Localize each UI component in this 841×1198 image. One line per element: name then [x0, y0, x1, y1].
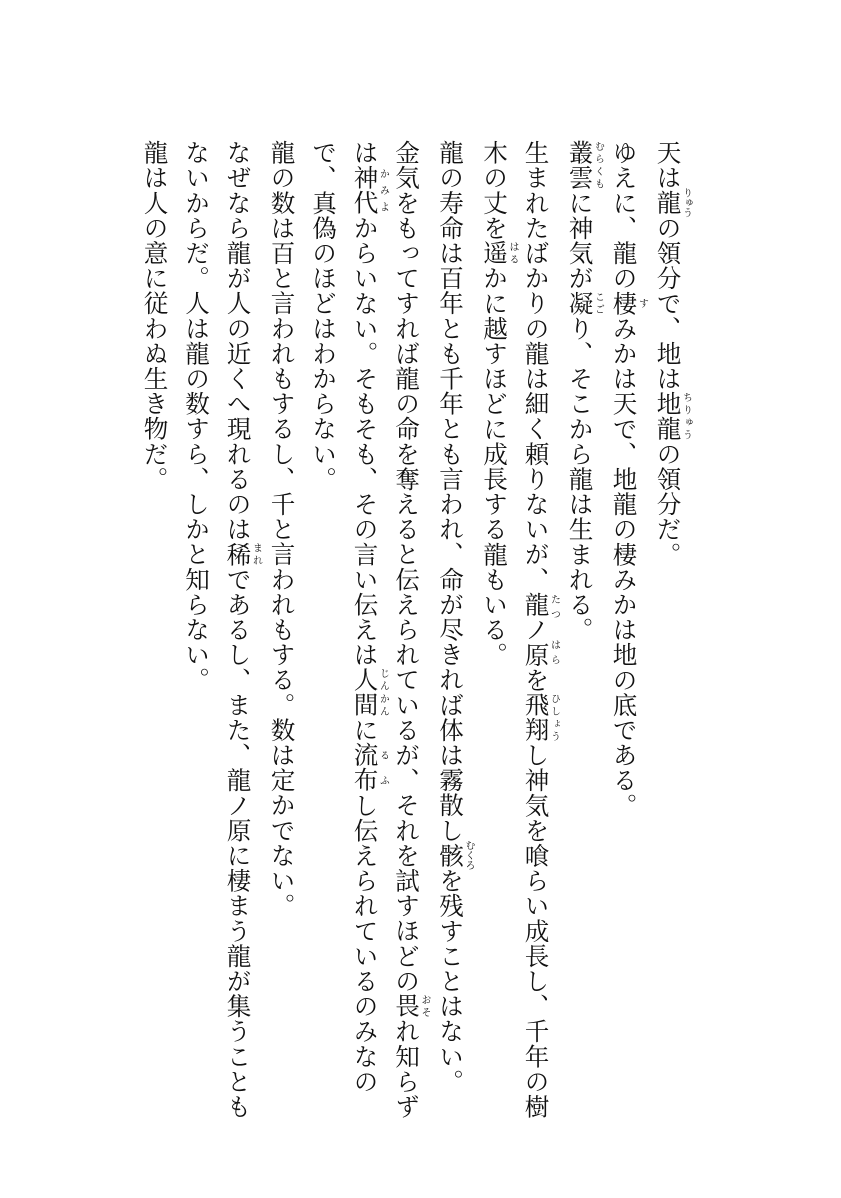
ruby-reading: たつ はら	[548, 591, 560, 668]
text-run: に神気が	[565, 190, 595, 291]
ruby-reading: ちりゅう	[680, 391, 692, 442]
ruby-word	[521, 692, 560, 743]
ruby-word	[392, 993, 430, 1019]
ruby-base: 棲	[609, 290, 639, 316]
text-run: であるし、また、龍ノ原に棲まう龍が集うこともないからだ。人は龍の数すら、しかと知らない。	[182, 140, 253, 1119]
text-run: ゆえに、龍の	[609, 140, 639, 291]
ruby-reading: りゅう	[680, 187, 692, 218]
ruby-base: 龍ノ原	[521, 591, 551, 668]
ruby-word	[565, 290, 604, 316]
ruby-base: 龍	[653, 187, 683, 218]
ruby-reading: こご	[592, 290, 604, 316]
ruby-base: 地龍	[653, 391, 683, 442]
ruby-base: 畏	[392, 993, 421, 1019]
ruby-word	[223, 541, 262, 567]
ruby-base: 流布	[350, 742, 380, 793]
ruby-word	[350, 165, 389, 216]
ruby-word	[480, 240, 518, 266]
ruby-reading: るふ	[377, 742, 389, 793]
text-run: に	[350, 717, 380, 743]
text-run: なぜなら龍が人の近くへ現れるのは	[223, 140, 253, 542]
paragraph	[647, 140, 691, 1120]
text-run: の領分だ。	[653, 441, 683, 567]
text-run: 龍は人の意に従わぬ生き物だ。	[140, 140, 170, 492]
text-run: かに越すほどに成長する龍もいる。	[480, 265, 509, 668]
text-run: 生まれたばかりの龍は細く頼りないが、	[521, 140, 551, 592]
ruby-reading: じんかん	[377, 667, 389, 718]
ruby-reading: す	[636, 290, 648, 316]
ruby-base: 神代	[350, 165, 380, 216]
ruby-word	[565, 140, 604, 191]
text-run: 金気をもってすれば龍の命を奪えると伝えられているが、それを試すほどの	[392, 140, 421, 994]
text-run: の領分で、地は	[653, 215, 683, 392]
text-run: 龍の寿命は百年とも千年とも言われ、命が尽きれば体は霧散し	[436, 140, 465, 843]
paragraph	[474, 140, 560, 1120]
text-run: みかは天で、地龍の棲みかは地の底である。	[609, 315, 639, 818]
vertical-text-body	[134, 140, 691, 1120]
ruby-reading: むらくも	[592, 140, 604, 191]
text-run: を残すことはない。	[436, 867, 465, 1094]
ruby-word	[609, 290, 648, 316]
ruby-base: 人間	[350, 667, 380, 718]
text-run: 龍の数は百と言われもするし、千と言われもする。数は定かでない。	[267, 140, 297, 919]
ruby-reading: ひしょう	[548, 692, 560, 743]
paragraph	[261, 140, 303, 1120]
text-run: れ知らずは	[350, 140, 421, 1119]
ruby-word	[653, 187, 692, 218]
paragraph	[176, 140, 262, 1120]
paragraph	[134, 140, 176, 1120]
ruby-reading: はる	[507, 240, 518, 266]
ruby-reading: おそ	[419, 993, 430, 1019]
text-run: し伝えられているのみなので、真偽のほどはわからない。	[309, 140, 380, 1094]
text-run: し神気を喰らい成長し、千年の樹木の丈を	[480, 140, 551, 1119]
text-run: 天は	[653, 140, 683, 191]
ruby-base: 遥	[480, 240, 509, 266]
text-run: を	[521, 667, 551, 693]
ruby-base: 飛翔	[521, 692, 551, 743]
ruby-word	[350, 742, 389, 793]
ruby-reading: かみよ	[377, 165, 389, 216]
ruby-word	[521, 591, 560, 668]
ruby-base: 骸	[436, 840, 465, 871]
ruby-base: 凝	[565, 290, 595, 316]
paragraph	[603, 140, 647, 1120]
paragraph	[430, 140, 474, 1120]
ruby-word	[436, 840, 474, 871]
text-run: からいない。そもそも、その言い伝えは	[350, 215, 380, 668]
ruby-word	[350, 667, 389, 718]
paragraph	[559, 140, 603, 1120]
ruby-base: 稀	[223, 541, 253, 567]
ruby-reading: むくろ	[463, 840, 474, 871]
paragraph	[303, 140, 430, 1120]
ruby-base: 叢雲	[565, 140, 595, 191]
ruby-word	[653, 391, 692, 442]
ruby-reading: まれ	[250, 541, 262, 567]
text-run: り、そこから龍は生まれる。	[565, 315, 595, 643]
